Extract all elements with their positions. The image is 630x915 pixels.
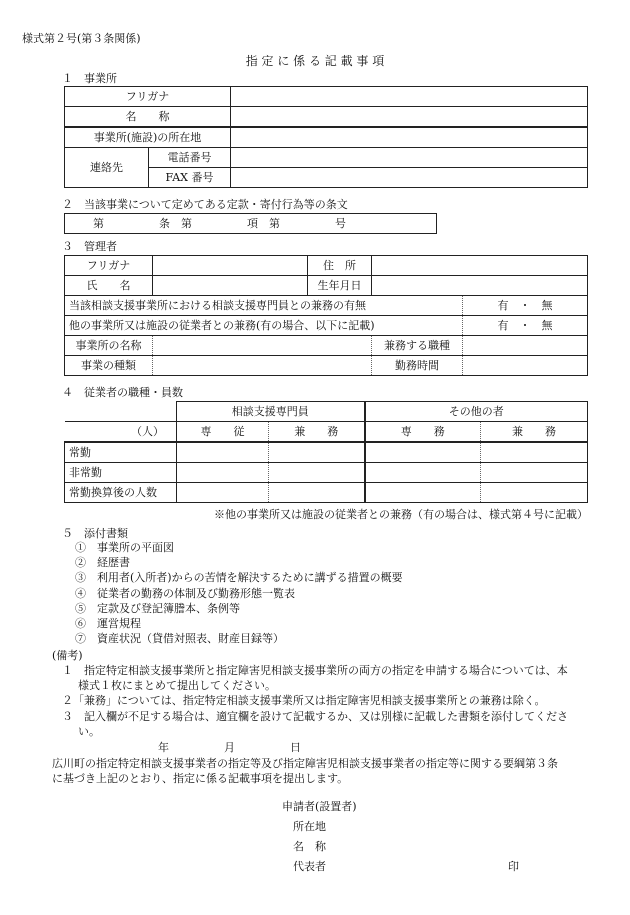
office-name-field[interactable] (231, 107, 588, 128)
section1-heading: １ 事業所 (62, 72, 117, 85)
staff-table (64, 401, 588, 503)
list-item: ① 事業所の平面図 (75, 541, 174, 554)
cell[interactable] (365, 463, 481, 483)
office-furigana-label: フリガナ (65, 87, 231, 107)
representative-label: 代表者 (293, 860, 326, 873)
cell[interactable] (481, 463, 588, 483)
other-office-name-field[interactable] (153, 336, 372, 356)
cell[interactable] (481, 442, 588, 463)
concurrent-type-label: 兼務する職種 (372, 336, 463, 356)
unit-label: （人） (65, 422, 177, 443)
header-concurrent: 兼 務 (269, 422, 365, 443)
date-line[interactable]: 年 月 日 (158, 741, 301, 754)
col-group-consultant: 相談支援専門員 (177, 402, 365, 422)
q2-yes-no[interactable]: 有 ・ 無 (463, 316, 588, 336)
page-title: 指 定 に 係 る 記 載 事 項 (245, 54, 385, 68)
form-number: 様式第２号(第３条関係) (22, 32, 141, 45)
declaration-2: に基づき上記のとおり、指定に係る記載事項を提出します。 (52, 772, 349, 785)
note-1b: 様式１枚にまとめて提出してください。 (78, 679, 276, 692)
fax-label: FAX 番号 (149, 168, 231, 188)
section3-heading: ３ 管理者 (62, 240, 117, 253)
notes-heading: (備考) (52, 649, 83, 662)
declaration-1: 広川町の指定特定相談支援事業者の指定等及び指定障害児相談支援事業者の指定等に関する要綱第３条 (52, 757, 558, 770)
list-item: ⑦ 資産状況（貸借対照表、財産目録等） (75, 632, 284, 646)
row-label-fulltime: 常勤 (65, 442, 177, 463)
cell[interactable] (365, 442, 481, 463)
cell[interactable] (269, 442, 365, 463)
note-3b: い。 (78, 725, 100, 738)
office-address-field[interactable] (231, 127, 588, 148)
birth-label: 生年月日 (308, 276, 372, 296)
manager-address-label: 住 所 (308, 256, 372, 276)
contact-label: 連絡先 (65, 148, 149, 188)
header-full-time-2: 専 務 (365, 422, 481, 443)
cell[interactable] (365, 483, 481, 503)
note-3a: ３ 記入欄が不足する場合は、適宜欄を設けて記載するか、又は別様に記載した書類を添付してくださ (62, 710, 568, 723)
birth-field[interactable] (372, 276, 588, 296)
section2-heading: ２ 当該事業について定めてある定款・寄付行為等の条文 (62, 198, 348, 211)
q2-label: 他の事業所又は施設の従業者との兼務(有の場合、以下に記載) (65, 316, 463, 336)
seal-mark: 印 (508, 860, 519, 873)
cell[interactable] (177, 442, 269, 463)
attachment-list (75, 540, 403, 646)
manager-table (64, 255, 588, 376)
office-table (64, 86, 588, 188)
col-group-other: その他の者 (365, 402, 588, 422)
work-hours-label: 勤務時間 (372, 356, 463, 376)
other-office-name-label: 事業所の名称 (65, 336, 153, 356)
manager-name-label: 氏 名 (65, 276, 153, 296)
list-item: ③ 利用者(入所者)からの苦情を解決するために講ずる措置の概要 (75, 571, 403, 585)
article-table (64, 213, 437, 234)
list-item: ⑤ 定款及び登記簿謄本、条例等 (75, 601, 240, 615)
cell[interactable] (177, 463, 269, 483)
cell[interactable] (481, 483, 588, 503)
row-label-converted: 常勤換算後の人数 (65, 483, 177, 503)
office-address-label: 事業所(施設)の所在地 (65, 127, 231, 148)
manager-name-field[interactable] (153, 276, 308, 296)
phone-label: 電話番号 (149, 148, 231, 168)
business-type-field[interactable] (153, 356, 372, 376)
manager-address-field[interactable] (372, 256, 588, 276)
fax-field[interactable] (231, 168, 588, 188)
cell[interactable] (269, 483, 365, 503)
work-hours-field[interactable] (463, 356, 588, 376)
list-item: ② 経歴書 (75, 556, 130, 570)
row-label-parttime: 非常勤 (65, 463, 177, 483)
article-row[interactable]: 第 条 第 項 第 号 (65, 214, 437, 234)
office-name-label: 名 称 (65, 107, 231, 128)
q1-yes-no[interactable]: 有 ・ 無 (463, 296, 588, 316)
cell[interactable] (269, 463, 365, 483)
note-1a: １ 指定特定相談支援事業所と指定障害児相談支援事業所の両方の指定を申請する場合については、本 (62, 664, 568, 677)
header-full-time: 専 従 (177, 422, 269, 443)
note-2: ２「兼務」については、指定特定相談支援事業所又は指定障害児相談支援事業所との兼務は除く。 (62, 694, 546, 707)
applicant-label: 申請者(設置者) (282, 800, 357, 813)
applicant-address-label: 所在地 (293, 820, 326, 833)
section4-heading: ４ 従業者の職種・員数 (62, 386, 183, 399)
list-item: ④ 従業者の勤務の体制及び勤務形態一覧表 (75, 586, 295, 600)
header-concurrent-2: 兼 務 (481, 422, 588, 443)
applicant-name-label: 名 称 (293, 840, 326, 853)
list-item: ⑥ 運営規程 (75, 617, 141, 631)
concurrent-type-field[interactable] (463, 336, 588, 356)
cell[interactable] (177, 483, 269, 503)
business-type-label: 事業の種類 (65, 356, 153, 376)
staff-note: ※他の事業所又は施設の従業者との兼務（有の場合は、様式第４号に記載） (214, 508, 588, 521)
manager-furigana-field[interactable] (153, 256, 308, 276)
office-furigana-field[interactable] (231, 87, 588, 107)
section5-heading: ５ 添付書類 (62, 527, 128, 540)
phone-field[interactable] (231, 148, 588, 168)
q1-label: 当該相談支援事業所における相談支援専門員との兼務の有無 (65, 296, 463, 316)
manager-furigana-label: フリガナ (65, 256, 153, 276)
